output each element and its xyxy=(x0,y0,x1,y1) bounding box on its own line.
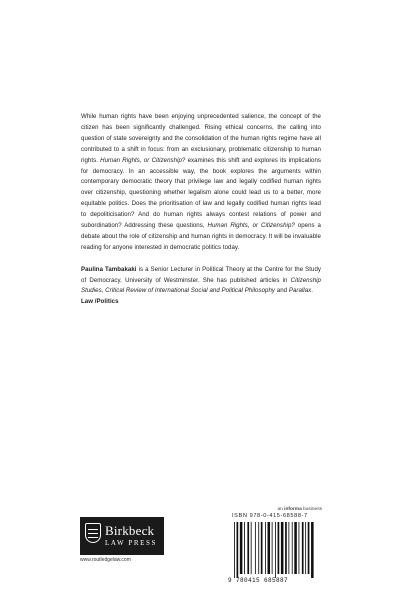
publisher-name: Birkbeck xyxy=(105,523,155,538)
author-name: Paulina Tambakaki xyxy=(81,265,137,273)
back-cover-text xyxy=(81,112,321,308)
informa-business-line: an informa business xyxy=(277,507,322,512)
subject-category: Law /Politics xyxy=(81,298,119,306)
isbn: ISBN 978-0-415-68588-7 xyxy=(232,513,308,519)
author-bio: Paulina Tambakaki is a Senior Lecturer in Political Theory at the Centre for the Study of Democracy, University of Westminster. She has published articles in Citizenship Studies, Critical Review of International Social and Political Philosophy and Parallax. xyxy=(81,265,321,295)
book-title-italic: Human Rights, or Citizenship? xyxy=(100,156,186,164)
publisher-imprint: LAW PRESS xyxy=(105,539,158,547)
barcode xyxy=(232,522,320,578)
crest-icon xyxy=(85,523,101,543)
publisher-logo xyxy=(80,517,164,555)
book-title-italic: Human Rights, or Citizenship? xyxy=(207,222,295,230)
publisher-url: www.routledgelaw.com xyxy=(80,557,131,563)
barcode-number: 9 780415 685887 xyxy=(228,577,289,584)
blurb-paragraph: While human rights have been enjoying unprecedented salience, the concept of the citizen has been significantly challenged. Rising ethical concerns, the calling into question of state sovereignty and the consolidation of the human rights regime have all contributed to a shift in focus: from an exclusionary, problematic citizenship to human rights. Human Rights, or Citizenship? examines this shift and explores its implications for democracy. In an accessible way, the book explores the arguments within contemporary democratic theory that privilege law and legally codified human rights over citizenship, questioning whether legalism alone could lead us to a better, more equitable politics. Does the prioritisation of law and legally codified human rights lead to depoliticisation? And do human rights always contest relations of power and subordination? Addressing these questions, Human Rights, or Citizenship? opens a debate about the role of citizenship and human rights in democracy. It will be invaluable reading for anyone interested in democratic politics today. xyxy=(81,113,321,251)
